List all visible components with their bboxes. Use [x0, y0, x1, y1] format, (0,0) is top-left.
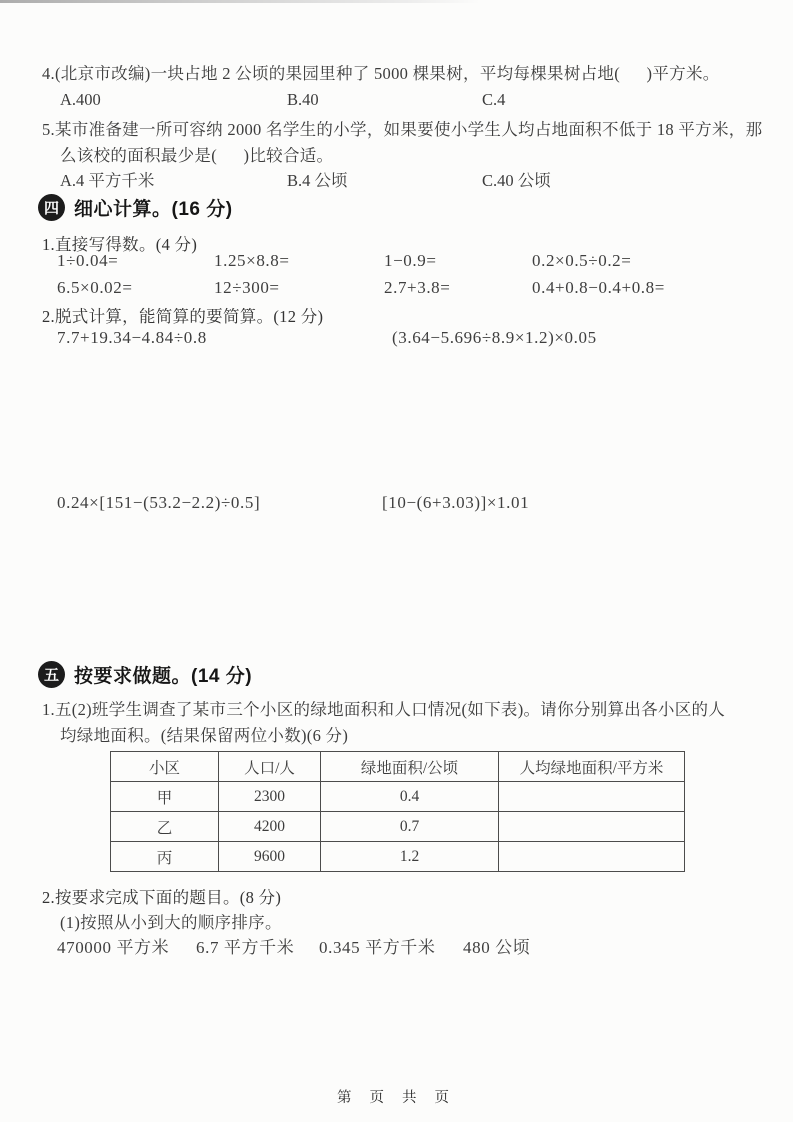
- question-5-text-line1: 5.某市准备建一所可容纳 2000 名学生的小学，如果要使小学生人均占地面积不低于 18 平方米，那: [42, 120, 763, 139]
- table-cell: 0.4: [321, 782, 499, 812]
- section-5-sub-2-title: 2.按要求完成下面的题目。(8 分): [42, 888, 282, 907]
- table-cell: 乙: [111, 812, 219, 842]
- table-header-row: [111, 752, 685, 782]
- question-5-option-a: A.4 平方千米: [60, 171, 155, 190]
- question-5-text-line2: 么该校的面积最少是( )比较合适。: [60, 146, 334, 165]
- question-4-option-a: A.400: [60, 90, 101, 109]
- table-header-cell: 人均绿地面积/平方米: [499, 752, 685, 782]
- table-cell: 4200: [219, 812, 321, 842]
- mental-calc-item: 1−0.9=: [384, 251, 437, 270]
- sort-item: 480 公顷: [463, 938, 531, 957]
- section-4-title: 细心计算。(16 分): [74, 199, 233, 220]
- question-4-option-b: B.40: [287, 90, 319, 109]
- table-cell: 1.2: [321, 842, 499, 872]
- mental-calc-item: 6.5×0.02=: [57, 278, 133, 297]
- table-cell-blank: [499, 812, 685, 842]
- stepwise-expression: (3.64−5.696÷8.9×1.2)×0.05: [392, 328, 597, 347]
- table-cell: 甲: [111, 782, 219, 812]
- community-green-area-table: [110, 751, 685, 872]
- section-5-sub-1-text-line2: 均绿地面积。(结果保留两位小数)(6 分): [60, 726, 349, 745]
- section-5-sub-1-text-line1: 1.五(2)班学生调查了某市三个小区的绿地面积和人口情况(如下表)。请你分别算出各小区的人: [42, 700, 726, 719]
- section-5-heading: [38, 661, 252, 688]
- question-5-option-b: B.4 公顷: [287, 171, 348, 190]
- sort-item: 6.7 平方千米: [196, 938, 295, 957]
- mental-calc-item: 1÷0.04=: [57, 251, 119, 270]
- section-4-sub-2-title: 2.脱式计算，能简算的要简算。(12 分): [42, 307, 324, 326]
- sort-item: 0.345 平方千米: [319, 938, 436, 957]
- question-5-option-c: C.40 公顷: [482, 171, 551, 190]
- table-cell: 2300: [219, 782, 321, 812]
- section-4-sub-1-title: 1.直接写得数。(4 分): [42, 235, 198, 254]
- mental-calc-item: 12÷300=: [214, 278, 280, 297]
- scan-artifact: [0, 0, 480, 3]
- table-row: [111, 812, 685, 842]
- section-5-title: 按要求做题。(14 分): [74, 666, 253, 687]
- question-4-text: 4.(北京市改编)一块占地 2 公顷的果园里种了 5000 棵果树，平均每棵果树占地( )平方米。: [42, 64, 720, 83]
- stepwise-expression: [10−(6+3.03)]×1.01: [382, 493, 530, 512]
- table-cell-blank: [499, 782, 685, 812]
- section-5-number-badge: 五: [38, 661, 65, 688]
- table-row: [111, 782, 685, 812]
- table-header-cell: 人口/人: [219, 752, 321, 782]
- table-cell: 丙: [111, 842, 219, 872]
- table-header-cell: 绿地面积/公顷: [321, 752, 499, 782]
- table-cell: 0.7: [321, 812, 499, 842]
- table-row: [111, 842, 685, 872]
- table-cell-blank: [499, 842, 685, 872]
- section-5-sub-2-part-1: (1)按照从小到大的顺序排序。: [60, 913, 282, 932]
- mental-calc-item: 2.7+3.8=: [384, 278, 451, 297]
- table-cell: 9600: [219, 842, 321, 872]
- stepwise-expression: 0.24×[151−(53.2−2.2)÷0.5]: [57, 493, 261, 512]
- mental-calc-item: 0.4+0.8−0.4+0.8=: [532, 278, 665, 297]
- footer-page-label: 第 页 共 页: [336, 1090, 457, 1106]
- question-4-option-c: C.4: [482, 90, 506, 109]
- mental-calc-item: 1.25×8.8=: [214, 251, 290, 270]
- section-4-number-badge: 四: [38, 194, 65, 221]
- mental-calc-item: 0.2×0.5÷0.2=: [532, 251, 632, 270]
- table-header-cell: 小区: [111, 752, 219, 782]
- section-4-heading: [38, 194, 233, 221]
- sort-item: 470000 平方米: [57, 938, 170, 957]
- stepwise-expression: 7.7+19.34−4.84÷0.8: [57, 328, 207, 347]
